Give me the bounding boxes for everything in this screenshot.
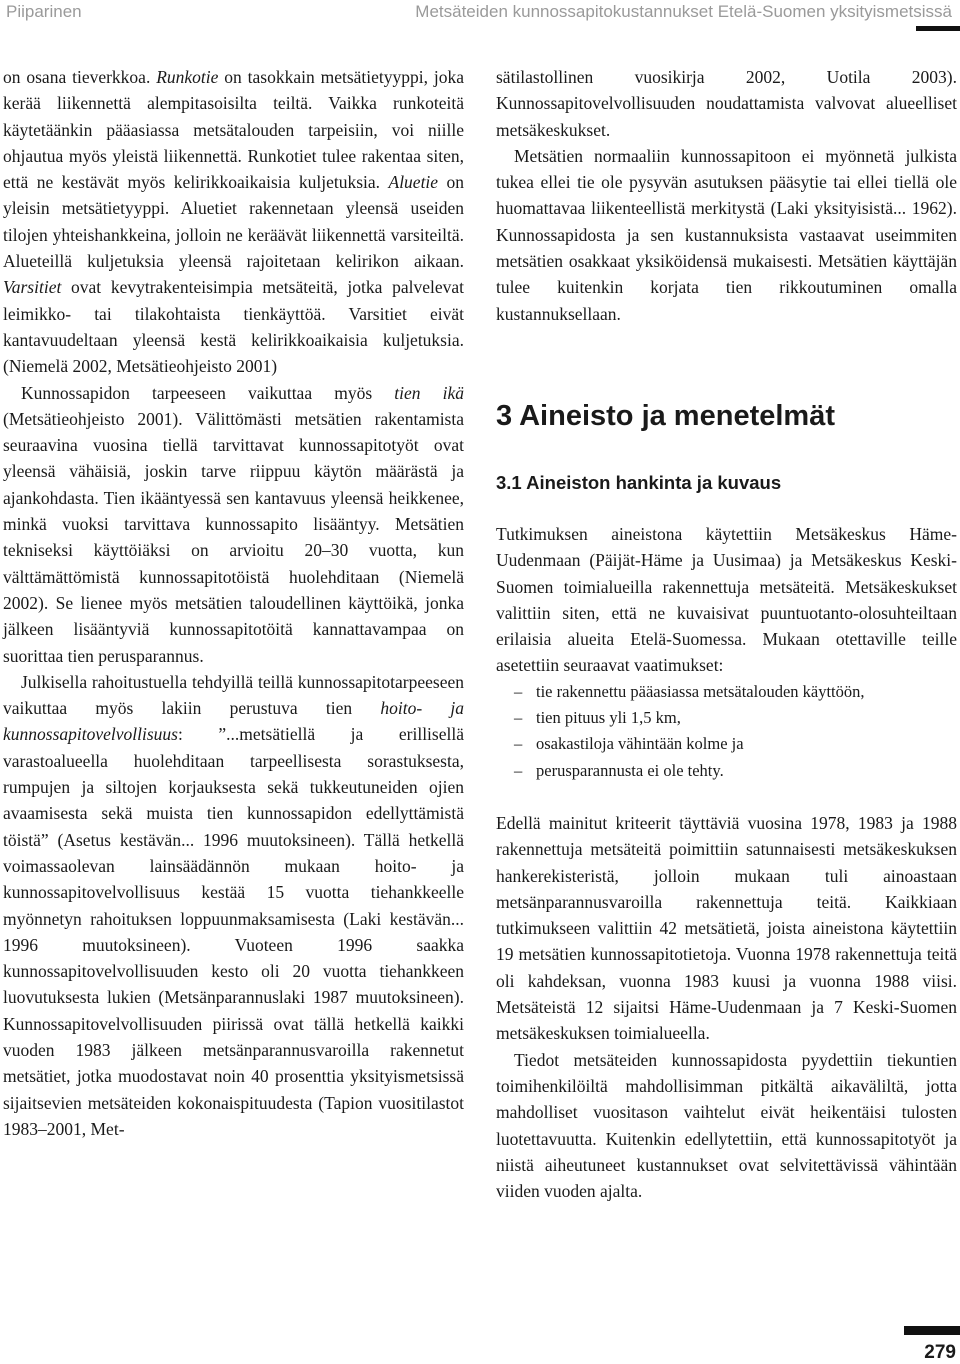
header-title: Metsäteiden kunnossapitokustannukset Etelä-Suomen yksityismetsissä [415, 2, 952, 21]
text-run: (Metsätieohjeisto 2001). Välittömästi metsätien rakentamista seuraavina vuosina tiellä tarvittavat kunnossapitotyöt ovat yleensä vähäisiä, joskin tarve riippuu käytön määrästä ja ajankohdasta. Tien ikääntyessä sen kantavuus yleensä heikkenee, minkä vuoksi tarvittava kunnossapito lisääntyy. Metsätien tekniseksi käyttöiäksi on arvioitu 20–30 vuotta, kun välttämättömistä kunnossapitotöistä huolehditaan (Niemelä 2002). Se lienee myös metsätien taloudellinen käyttöikä, jonka jälkeen lisääntyviä kunnossapitotöitä kannattavampaa on suorittaa tien perusparannus. [3, 408, 464, 666]
term-varsitiet: Varsitiet [3, 277, 62, 298]
paragraph-continuation: sätilastollinen vuosikirja 2002, Uotila 2003). Kunnossapitovelvollisuuden noudattamista valvovat alueelliset metsäkeskukset. [496, 67, 957, 140]
list-item: – tie rakennettu pääasiassa metsätalouden käyttöön, [496, 679, 957, 705]
text-run: ovat kevytrakenteisimpia metsäteitä, jotka palvelevat leimikko- tai tilakohtaista tienkäyttöä. Varsitiet eivät kantavuudeltaan yleensä kestä kelirikkoaikaisia kuljetuksia. (Niemelä 2002, Metsätieohjeisto 2001) [3, 277, 464, 377]
page-number-rule [904, 1326, 960, 1335]
term-hoito-velvollisuus: hoito- ja kunnossapitovelvollisuus [3, 698, 464, 745]
page-number: 279 [924, 1342, 956, 1363]
paragraph-data-request: Tiedot metsäteiden kunnossapidosta pyydettiin tiekuntien toimihenkilöiltä mahdollisimman pitkältä aikaväliltä, jotta mahdolliset vuositason vaihtelut eivät heikentäisi tulosten luotettavuutta. Kuitenkin edellytettiin, että kunnossapitotyöt ja niistä aiheutuneet kustannukset ovat selvitettävissä vähintään viiden vuoden ajalta. [496, 1049, 957, 1202]
paragraph-road-selection: Edellä mainitut kriteerit täyttäviä vuosina 1978, 1983 ja 1988 rakennettuja metsäteitä poimittiin satunnaisesti metsäkeskuksen hankerekisteristä, jolloin mukaan tuli ainoastaan metsänparannusvaroilla rakennettuja teitä. Kaikkiaan tutkimukseen valittiin 42 metsätietä, joista aineistona käytettiin 19 metsätien kunnossapitotietoja. Vuonna 1978 rakennettuja teitä oli kahdeksan, vuonna 1983 kuusi ja vuonna 1988 viisi. Metsäteistä 12 sijaitsi Häme-Uudenmaan ja 7 Keski-Suomen metsäkeskuksen toimialueella. [496, 812, 957, 1044]
text-run: : ”...metsätiellä ja erillisellä varastoalueella huolehditaan tarpeellisesta sorastuksesta, rumpujen ja siltojen korjauksesta sekä tukkeutuneiden ojien avaamisesta sekä muista tien kunnossapidon edellyttämistä töistä” (Asetus kestävän... 1996 muutoksineen). Tällä hetkellä voimassaolevan lainsäädännön mukaan hoito- ja kunnossapitovelvollisuus kestää 15 vuotta tiehankkeelle myönnetyn rahoituksen loppuunmaksamisesta (Laki kestävän... 1996 muutoksineen). Vuoteen 1996 saakka kunnossapitovelvollisuuden kesto oli 20 vuotta tiehankkeen luovutuksesta lukien (Metsänparannuslaki 1987 muutoksineen). Kunnossapitovelvollisuuden piirissä ovat tällä hetkellä kaikki vuoden 1983 jälkeen metsänparannusvaroilla rakennetut metsätiet, jotka muodostavat noin 40 prosenttia yksityismetsissä sijaitsevien metsäteiden kokonaispituudesta (Tapion vuositilastot 1983–2001, Met- [3, 724, 464, 1139]
text-run: on tasokkain metsätietyyppi, joka kerää liikennettä alempitasoisilta teiltä. Vaikka runkoteitä käytetäänkin pääasiassa metsätalouden tarpeisiin, voi niille ohjautua myös yleistä liikennettä. Runkotiet tulee rakentaa siten, että ne kestävät myös kelirikkoaikaisia kuljetuksia. [3, 67, 465, 193]
text-run: on yleisin metsätietyyppi. Aluetiet rakennetaan yleensä useiden tilojen yhteishankkeina, jolloin ne keräävät liikennettä varsiteiltä. Alueteillä kuljetuksia yleensä rajoitetaan kelirikon aikaan. [3, 172, 465, 272]
list-item: – osakastiloja vähintään kolme ja [496, 731, 957, 757]
header-author: Piiparinen [6, 2, 82, 21]
header-rule [916, 26, 960, 31]
right-column [496, 64, 957, 1204]
paragraph-data-collection: Tutkimuksen aineistona käytettiin Metsäkeskus Häme-Uudenmaan (Päijät-Häme ja Uusimaa) ja Metsäkeskus Keski-Suomen toimialueilla rakennettuja metsäteitä. Metsäkeskukset valittiin siten, että ne kuvaisivat puuntuotanto-olosuhteiltaan erilaisia alueita Etelä-Suomessa. Mukaan otettaville teille asetettiin seuraavat vaatimukset: [496, 523, 957, 676]
term-tien-ika: tien ikä [394, 382, 464, 403]
text-run: Julkisella rahoitustuella tehdyillä teillä kunnossapitotarpeeseen vaikuttaa myös lakiin perustuva tien [3, 671, 464, 719]
running-header [0, 0, 960, 32]
left-column [3, 64, 464, 1142]
paragraph-normal-maintenance: Metsätien normaaliin kunnossapitoon ei myönnetä julkista tukea ellei tie ole pysyvän asutuksen pääsytie tai ellei tiellä ole huomattavaa liikenteellistä merkitystä (Laki yksityisistä... 1962). Kunnossapidosta ja sen kustannuksista vastaavat useimmiten metsätien osakkaat yksiköidensä mukaisesti. Metsätien käyttäjän tulee kuitenkin korjata tien rikkoutuminen omalla kustannuksellaan. [496, 145, 957, 324]
term-aluetie: Aluetie [388, 172, 439, 193]
subsection-title: 3.1 Aineiston hankinta ja kuvaus [496, 471, 782, 493]
paragraph-road-types [3, 64, 464, 380]
text-run: Kunnossapidon tarpeeseen vaikuttaa myös [21, 382, 395, 403]
list-item: – tien pituus yli 1,5 km, [496, 705, 957, 731]
list-item: – perusparannusta ei ole tehty. [496, 758, 957, 784]
term-runkotie: Runkotie [156, 67, 219, 87]
paragraph-road-age [3, 380, 464, 669]
section-title: 3 Aineisto ja menetelmät [496, 399, 835, 432]
requirements-list [496, 679, 957, 784]
paragraph-maintenance-obligation [3, 669, 464, 1142]
text-run: on osana tieverkkoa. [3, 67, 157, 87]
